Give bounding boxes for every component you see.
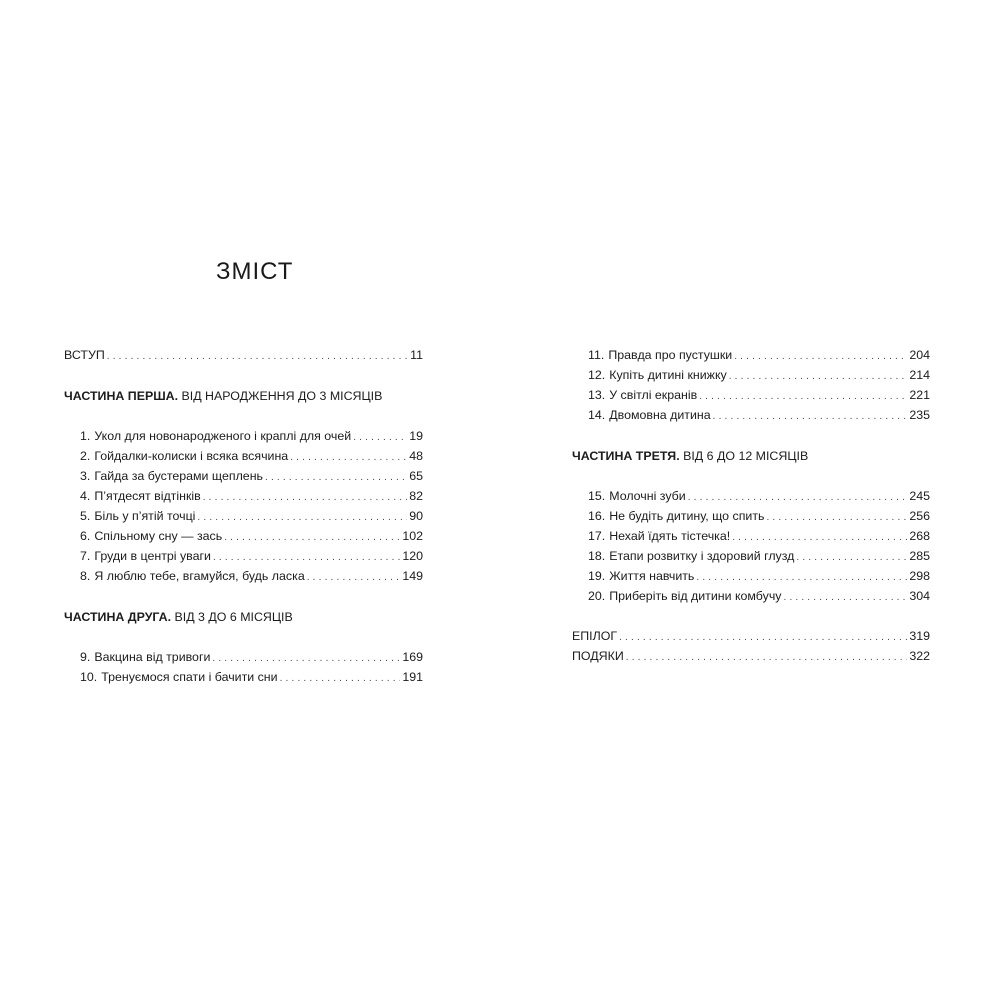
toc-entry[interactable]	[572, 365, 930, 385]
toc-entry[interactable]	[64, 506, 423, 526]
chapter-number: 14.	[588, 408, 606, 422]
toc-page-number: 268	[909, 529, 930, 543]
chapter-title: Молочні зуби	[609, 489, 686, 503]
toc-page-number: 11	[410, 348, 423, 362]
toc-entry-epilogue[interactable]	[572, 626, 930, 646]
chapter-title: Правда про пустушки	[608, 348, 733, 362]
toc-entry[interactable]	[572, 546, 930, 566]
toc-entry-label: ЕПІЛОГ	[572, 629, 618, 643]
chapter-number: 9.	[80, 650, 91, 664]
toc-page-number: 90	[409, 509, 423, 523]
toc-right-column	[572, 345, 930, 666]
toc-entry[interactable]	[572, 486, 930, 506]
toc-page-number: 19	[409, 429, 423, 443]
toc-page-number: 319	[909, 629, 930, 643]
toc-entry[interactable]	[572, 506, 930, 526]
toc-page-number: 256	[909, 509, 930, 523]
chapter-number: 5.	[80, 509, 91, 523]
dot-leader	[224, 528, 400, 548]
toc-entry[interactable]	[572, 566, 930, 586]
chapter-title: Нехай їдять тістечка!	[609, 529, 731, 543]
part-heading-rest: ВІД 6 ДО 12 МІСЯЦІВ	[679, 449, 809, 463]
part-heading-2	[64, 607, 423, 627]
chapter-number: 19.	[588, 569, 606, 583]
chapter-number: 18.	[588, 549, 606, 563]
toc-page-number: 221	[909, 388, 930, 402]
dot-leader	[213, 548, 400, 568]
chapter-number: 6.	[80, 529, 91, 543]
dot-leader	[626, 648, 908, 668]
toc-entry[interactable]	[572, 385, 930, 405]
dot-leader	[732, 528, 907, 548]
toc-page-number: 322	[909, 649, 930, 663]
chapter-number: 13.	[588, 388, 606, 402]
dot-leader	[713, 407, 908, 427]
toc-page-number: 65	[409, 469, 423, 483]
toc-page-number: 191	[402, 670, 423, 684]
dot-leader	[688, 488, 908, 508]
chapter-number: 3.	[80, 469, 91, 483]
part-heading-bold: ЧАСТИНА ДРУГА.	[64, 610, 172, 624]
chapter-number: 15.	[588, 489, 606, 503]
dot-leader	[696, 568, 907, 588]
toc-page-number: 298	[909, 569, 930, 583]
chapter-title: Гойдалки-колиски і всяка всячина	[94, 449, 289, 463]
chapter-title: Життя навчить	[609, 569, 695, 583]
dot-leader	[203, 488, 407, 508]
toc-entry[interactable]	[572, 526, 930, 546]
chapter-number: 16.	[588, 509, 606, 523]
chapter-title: Гайда за бустерами щеплень	[94, 469, 263, 483]
toc-left-column	[64, 345, 423, 687]
toc-entry[interactable]	[64, 486, 423, 506]
part-heading-rest: ВІД НАРОДЖЕННЯ ДО 3 МІСЯЦІВ	[178, 389, 383, 403]
chapter-number: 4.	[80, 489, 91, 503]
toc-entry[interactable]	[572, 586, 930, 606]
toc-entry-label: ВСТУП	[64, 348, 105, 362]
part-heading-bold: ЧАСТИНА ТРЕТЯ.	[572, 449, 680, 463]
chapter-number: 20.	[588, 589, 606, 603]
toc-page-number: 169	[402, 650, 423, 664]
dot-leader	[783, 588, 907, 608]
toc-page-number: 149	[402, 569, 423, 583]
toc-page-number: 235	[909, 408, 930, 422]
part-heading-bold: ЧАСТИНА ПЕРША.	[64, 389, 179, 403]
toc-page-number: 48	[409, 449, 423, 463]
dot-leader	[699, 387, 907, 407]
toc-entry-intro[interactable]	[64, 345, 423, 365]
dot-leader	[353, 428, 407, 448]
toc-entry[interactable]	[64, 466, 423, 486]
toc-page-number: 285	[909, 549, 930, 563]
toc-entry[interactable]	[64, 526, 423, 546]
toc-page-number: 120	[402, 549, 423, 563]
chapter-title: Не будіть дитину, що спить	[609, 509, 765, 523]
dot-leader	[307, 568, 401, 588]
dot-leader	[107, 347, 408, 367]
toc-entry[interactable]	[64, 566, 423, 586]
dot-leader	[619, 628, 907, 648]
chapter-number: 7.	[80, 549, 91, 563]
toc-entry-thanks[interactable]	[572, 646, 930, 666]
toc-entry[interactable]	[64, 667, 423, 687]
dot-leader	[197, 508, 407, 528]
dot-leader	[290, 448, 407, 468]
toc-entry[interactable]	[64, 426, 423, 446]
dot-leader	[280, 669, 401, 689]
chapter-title: П’ятдесят відтінків	[94, 489, 201, 503]
toc-page-number: 304	[909, 589, 930, 603]
chapter-title: Груди в центрі уваги	[94, 549, 211, 563]
dot-leader	[796, 548, 907, 568]
toc-entry[interactable]	[64, 546, 423, 566]
dot-leader	[734, 347, 907, 367]
chapter-number: 2.	[80, 449, 91, 463]
toc-entry[interactable]	[572, 405, 930, 425]
chapter-title: Вакцина від тривоги	[94, 650, 211, 664]
part-heading-3	[572, 446, 930, 466]
part-heading-1	[64, 386, 423, 406]
toc-entry-label: ПОДЯКИ	[572, 649, 624, 663]
toc-page-number: 214	[909, 368, 930, 382]
dot-leader	[265, 468, 407, 488]
chapter-title: Я люблю тебе, вгамуйся, будь ласка	[94, 569, 305, 583]
toc-page-number: 245	[909, 489, 930, 503]
chapter-title: Приберіть від дитини комбучу	[609, 589, 782, 603]
chapter-title: Купіть дитині книжку	[609, 368, 727, 382]
chapter-number: 17.	[588, 529, 606, 543]
dot-leader	[729, 367, 908, 387]
chapter-title: Етапи розвитку і здоровий глузд	[609, 549, 795, 563]
chapter-title: У світлі екранів	[609, 388, 698, 402]
toc-entry[interactable]	[572, 345, 930, 365]
toc-page-number: 204	[909, 348, 930, 362]
chapter-number: 12.	[588, 368, 606, 382]
toc-page-number: 82	[409, 489, 423, 503]
chapter-number: 10.	[80, 670, 98, 684]
dot-leader	[212, 649, 400, 669]
part-heading-rest: ВІД 3 ДО 6 МІСЯЦІВ	[171, 610, 293, 624]
chapter-title: Тренуємося спати і бачити сни	[101, 670, 278, 684]
chapter-title: Укол для новонародженого і краплі для очей	[94, 429, 352, 443]
dot-leader	[766, 508, 907, 528]
chapter-number: 11.	[588, 348, 605, 362]
toc-entry[interactable]	[64, 647, 423, 667]
toc-page-number: 102	[402, 529, 423, 543]
chapter-title: Спільному сну — зась	[94, 529, 223, 543]
chapter-title: Двомовна дитина	[609, 408, 711, 422]
chapter-number: 1.	[80, 429, 91, 443]
page-title: ЗМІСТ	[216, 258, 294, 285]
chapter-number: 8.	[80, 569, 91, 583]
toc-entry[interactable]	[64, 446, 423, 466]
chapter-title: Біль у п’ятій точці	[94, 509, 196, 523]
